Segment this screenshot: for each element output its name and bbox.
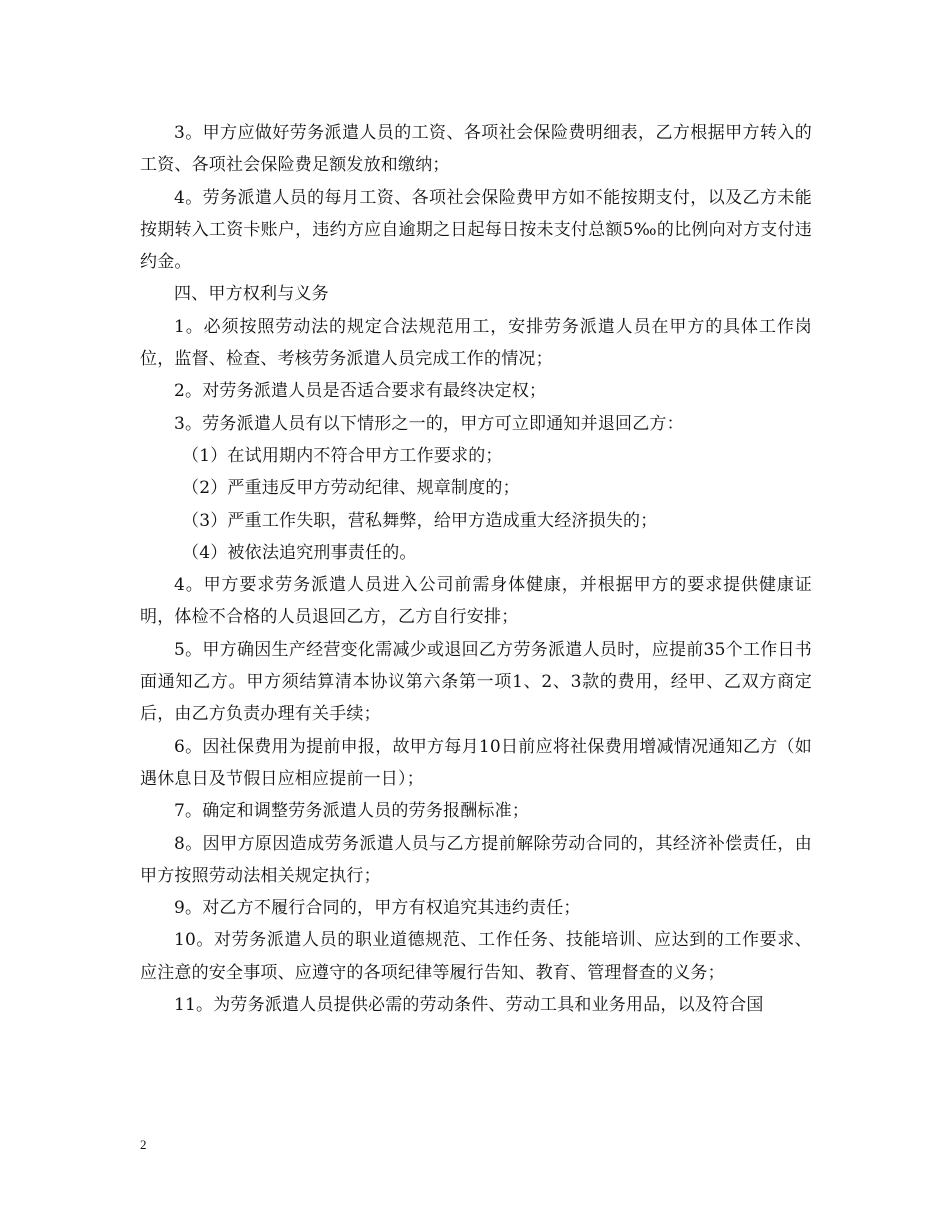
paragraph-4: 4。劳务派遣人员的每月工资、各项社会保险费甲方如不能按期支付，以及乙方未能按期转入工资卡账户，违约方应自逾期之日起每日按未支付总额5‰的比例向对方支付违约金。 [140,187,812,273]
sub-item-4: （4）被依法追究刑事责任的。 [182,542,417,563]
paragraph-3b: 3。劳务派遣人员有以下情形之一的，甲方可立即通知并退回乙方： [174,413,684,434]
paragraph-10: 10。对劳务派遣人员的职业道德规范、工作任务、技能培训、应达到的工作要求、应注意的安全事项、应遵守的各项纪律等履行告知、教育、管理督查的义务； [140,930,812,983]
page-number: 2 [140,1137,147,1152]
sub-item-1: （1）在试用期内不符合甲方工作要求的； [182,445,503,466]
paragraph-3: 3。甲方应做好劳务派遣人员的工资、各项社会保险费明细表，乙方根据甲方转入的工资、各项社会保险费足额发放和缴纳； [140,123,812,176]
paragraph-4b: 4。甲方要求劳务派遣人员进入公司前需身体健康，并根据甲方的要求提供健康证明，体检不合格的人员退回乙方，乙方自行安排； [140,575,812,628]
paragraph-11: 11。为劳务派遣人员提供必需的劳动条件、劳动工具和业务用品，以及符合国 [174,995,764,1016]
document-body [140,117,812,1021]
paragraph-7: 7。确定和调整劳务派遣人员的劳务报酬标准； [174,801,530,822]
sub-item-3: （3）严重工作失职，营私舞弊，给甲方造成重大经济损失的； [182,510,658,531]
section-heading-4: 四、甲方权利与义务 [174,284,329,305]
sub-item-2: （2）严重违反甲方劳动纪律、规章制度的； [182,478,520,499]
paragraph-9: 9。对乙方不履行合同的，甲方有权追究其违约责任； [174,898,581,919]
paragraph-6: 6。因社保费用为提前申报，故甲方每月10日前应将社保费用增减情况通知乙方（如遇休息日及节假日应相应提前一日）； [140,736,812,789]
paragraph-8: 8。因甲方原因造成劳务派遣人员与乙方提前解除劳动合同的，其经济补偿责任，由甲方按照劳动法相关规定执行； [140,833,812,886]
paragraph-2: 2。对劳务派遣人员是否适合要求有最终决定权； [174,381,547,402]
paragraph-5: 5。甲方确因生产经营变化需减少或退回乙方劳务派遣人员时，应提前35个工作日书面通知乙方。甲方须结算清本协议第六条第一项1、2、3款的费用，经甲、乙双方商定后，由乙方负责办理有关手续； [140,639,812,725]
paragraph-1: 1。必须按照劳动法的规定合法规范用工，安排劳务派遣人员在甲方的具体工作岗位，监督、检查、考核劳务派遣人员完成工作的情况； [140,316,812,370]
